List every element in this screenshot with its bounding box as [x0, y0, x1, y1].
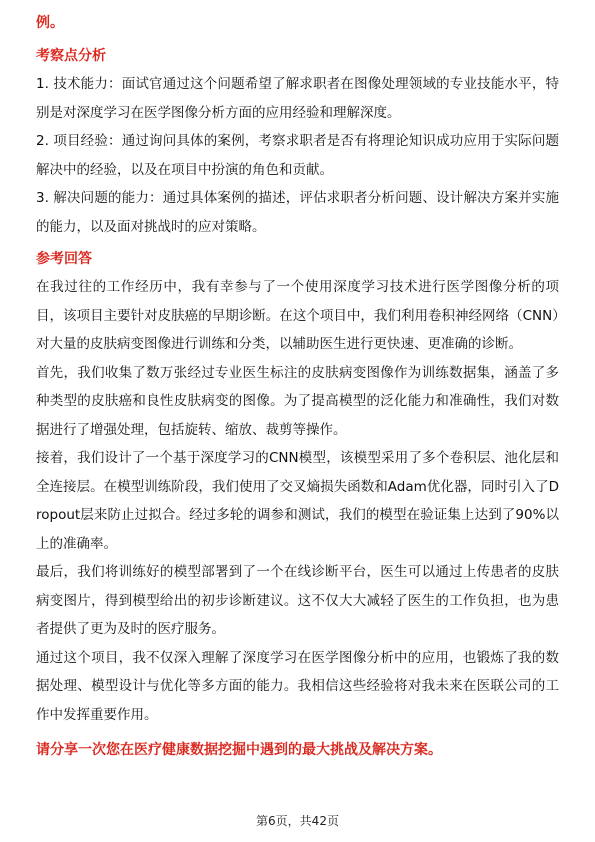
analysis-list — [36, 70, 559, 241]
answer-paragraph: 在我过往的工作经历中，我有幸参与了一个使用深度学习技术进行医学图像分析的项目，该项目主要针对皮肤癌的早期诊断。在这个项目中，我们利用卷积神经网络（CNN）对大量的皮肤病变图像进行训练和分类，以辅助医生进行更快速、更准确的诊断。 — [36, 279, 559, 352]
answer-paragraph: 接着，我们设计了一个基于深度学习的CNN模型，该模型采用了多个卷积层、池化层和全连接层。在模型训练阶段，我们使用了交叉熵损失函数和Adam优化器，同时引入了Dropout层来防止过拟合。经过多轮的调参和测试，我们的模型在验证集上达到了90%以上的准确率。 — [36, 450, 559, 552]
document-page — [36, 12, 559, 760]
next-question: 请分享一次您在医疗健康数据挖掘中遇到的最大挑战及解决方案。 — [36, 742, 442, 758]
answer-heading: 参考回答 — [36, 251, 92, 267]
analysis-heading: 考察点分析 — [36, 48, 106, 64]
answer-paragraph: 最后，我们将训练好的模型部署到了一个在线诊断平台，医生可以通过上传患者的皮肤病变图片，得到模型给出的初步诊断建议。这不仅大大减轻了医生的工作负担，也为患者提供了更为及时的医疗服务。 — [36, 564, 559, 637]
answer-paragraph: 首先，我们收集了数万张经过专业医生标注的皮肤病变图像作为训练数据集，涵盖了多种类型的皮肤癌和良性皮肤病变的图像。为了提高模型的泛化能力和准确性，我们对数据进行了增强处理，包括旋转、缩放、裁剪等操作。 — [36, 364, 559, 438]
analysis-item-technical: 1. 技术能力：面试官通过这个问题希望了解求职者在图像处理领域的专业技能水平，特别是对深度学习在医学图像分析方面的应用经验和理解深度。 — [36, 76, 559, 121]
answer-paragraph: 通过这个项目，我不仅深入理解了深度学习在医学图像分析中的应用，也锻炼了我的数据处理、模型设计与优化等多方面的能力。我相信这些经验将对我未来在医联公司的工作中发挥重要作用。 — [36, 649, 559, 723]
analysis-item-problem-solving: 3. 解决问题的能力：通过具体案例的描述，评估求职者分析问题、设计解决方案并实施的能力，以及面对挑战时的应对策略。 — [36, 190, 559, 235]
answer-body — [36, 273, 559, 729]
page-number: 第6页，共42页 — [256, 814, 339, 828]
question-fragment: 例。 — [36, 15, 64, 31]
analysis-item-project: 2. 项目经验：通过询问具体的案例，考察求职者是否有将理论知识成功应用于实际问题解决中的经验，以及在项目中扮演的角色和贡献。 — [36, 133, 559, 178]
